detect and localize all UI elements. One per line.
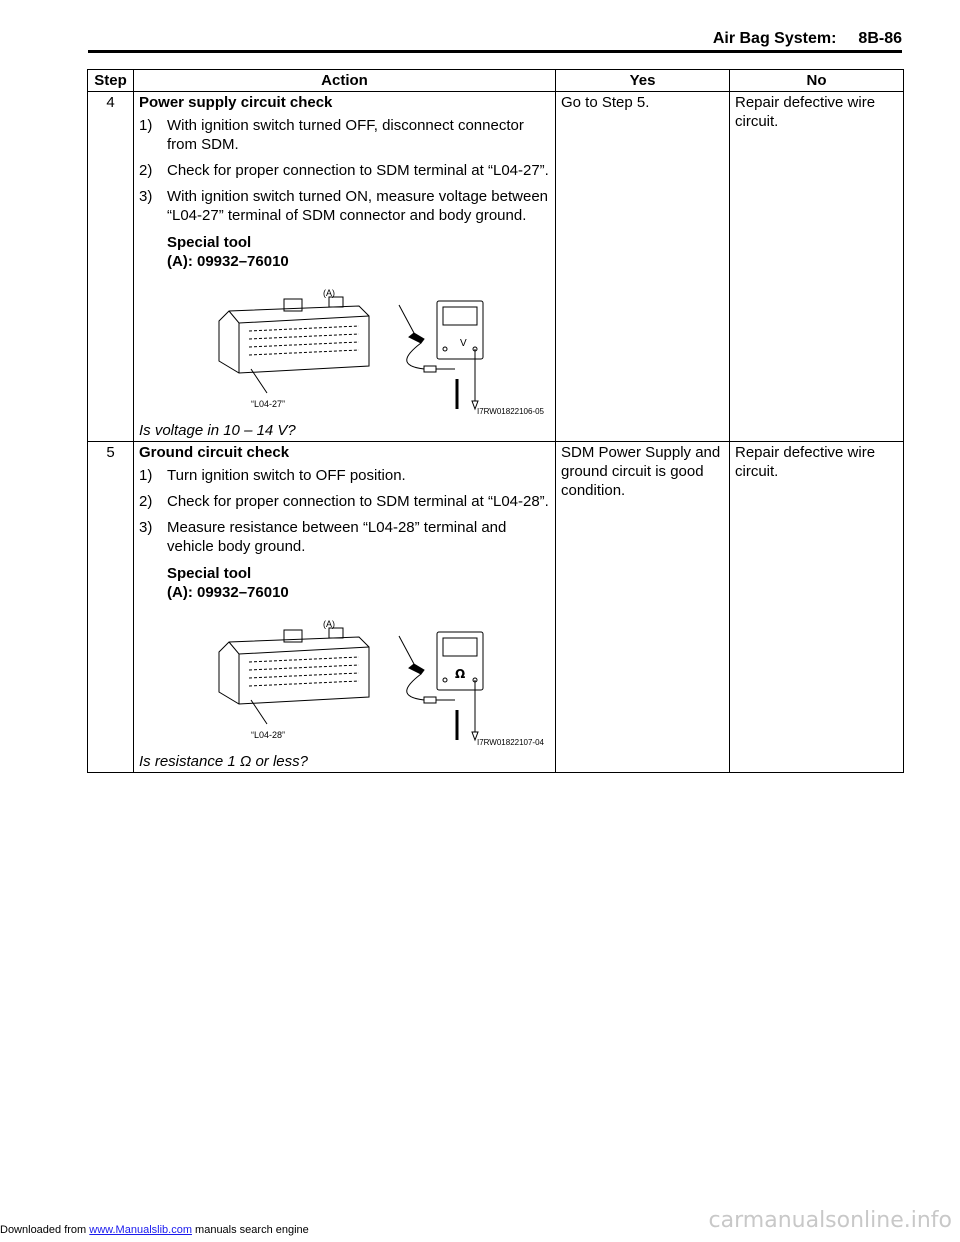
action-cell <box>134 442 556 773</box>
figure-id: I7RW01822107-04 <box>476 738 544 747</box>
col-step: Step <box>88 70 134 92</box>
figure-id: I7RW01822106-05 <box>476 407 544 416</box>
connector-ohmmeter-figure <box>139 612 550 752</box>
step-number: 4 <box>88 92 134 442</box>
action-cell <box>134 92 556 442</box>
instruction-list <box>139 116 550 225</box>
page-header <box>691 30 902 48</box>
section-title: Air Bag System: <box>712 30 837 47</box>
check-question: Is voltage in 10 – 14 V? <box>139 422 296 439</box>
connector-voltmeter-figure <box>139 281 550 421</box>
terminal-label: “L04-27” <box>251 399 286 409</box>
special-tool: Special tool (A): 09932–76010 <box>167 234 289 270</box>
list-item: 3) With ignition switch turned ON, measure voltage between “L04-27” terminal of SDM connector and body ground. <box>139 188 549 224</box>
table-row <box>88 92 904 442</box>
probe-label: (A) <box>323 288 335 298</box>
instruction-list <box>139 466 550 556</box>
list-item: 1) With ignition switch turned OFF, disconnect connector from SDM. <box>139 117 524 153</box>
manualslib-link[interactable]: www.Manualslib.com <box>89 1224 192 1236</box>
probe-label: (A) <box>323 619 335 629</box>
col-yes: Yes <box>556 70 730 92</box>
no-cell: Repair defective wire circuit. <box>730 442 904 773</box>
col-no: No <box>730 70 904 92</box>
yes-cell: SDM Power Supply and ground circuit is good condition. <box>556 442 730 773</box>
yes-cell: Go to Step 5. <box>556 92 730 442</box>
special-tool: Special tool (A): 09932–76010 <box>167 565 289 601</box>
page-footer <box>0 1224 309 1236</box>
check-question: Is resistance 1 Ω or less? <box>139 753 308 770</box>
list-item: 2) Check for proper connection to SDM terminal at “L04-28”. <box>139 493 549 510</box>
col-action: Action <box>134 70 556 92</box>
list-item: 2) Check for proper connection to SDM terminal at “L04-27”. <box>139 162 549 179</box>
page-number: 8B-86 <box>858 30 902 47</box>
no-cell: Repair defective wire circuit. <box>730 92 904 442</box>
header-rule <box>88 50 902 53</box>
list-item: 1) Turn ignition switch to OFF position. <box>139 467 406 484</box>
check-title: Power supply circuit check <box>139 94 333 111</box>
connector-diagram <box>209 281 539 411</box>
footer-prefix: Downloaded from <box>0 1224 90 1236</box>
terminal-label: “L04-28” <box>251 730 286 740</box>
table-row <box>88 442 904 773</box>
connector-diagram <box>209 612 539 742</box>
watermark: carmanualsonline.info <box>708 1208 952 1233</box>
footer-suffix: manuals search engine <box>191 1224 309 1236</box>
meter-symbol: V <box>460 338 467 349</box>
table-header-row <box>88 70 904 92</box>
check-title: Ground circuit check <box>139 444 290 461</box>
diagnostic-table <box>87 69 904 773</box>
meter-symbol: Ω <box>455 667 466 681</box>
step-number: 5 <box>88 442 134 773</box>
list-item: 3) Measure resistance between “L04-28” terminal and vehicle body ground. <box>139 519 507 555</box>
